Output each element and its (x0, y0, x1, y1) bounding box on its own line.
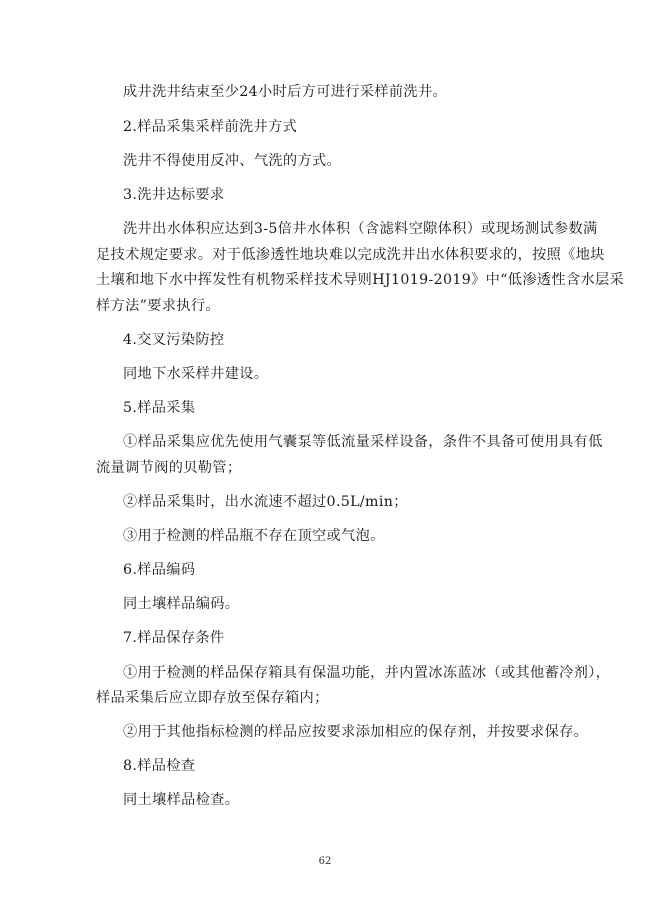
text-line: 同土壤样品检查。 (123, 792, 240, 808)
text-line: ①用于检测的样品保存箱具有保温功能，并内置冰冻蓝冰（或其他蓄冷剂）， (123, 665, 611, 681)
text-line: 同土壤样品编码。 (123, 596, 240, 612)
section-heading: 5.样品采集 (123, 400, 196, 416)
text-line: ②用于其他指标检测的样品应按要求添加相应的保存剂，并按要求保存。 (123, 724, 589, 740)
section-heading: 3.洗井达标要求 (123, 187, 225, 203)
text-line: ②样品采集时，出水流速不超过0.5L/min； (123, 494, 408, 510)
text-line: 样方法”要求执行。 (96, 298, 220, 314)
text-line: 流量调节阀的贝勒管； (96, 460, 242, 476)
section-heading: 8.样品检查 (123, 758, 196, 774)
text-line: 足技术规定要求。对于低渗透性地块难以完成洗井出水体积要求的，按照《地块 (96, 247, 605, 263)
text-line: 土壤和地下水中挥发性有机物采样技术导则HJ1019-2019》中“低渗透性含水层采 (96, 272, 625, 288)
text-line: ③用于检测的样品瓶不存在顶空或气泡。 (123, 528, 385, 544)
text-line: ①样品采集应优先使用气囊泵等低流量采样设备，条件不具备可使用具有低 (123, 434, 603, 450)
text-line: 样品采集后应立即存放至保存箱内； (96, 690, 329, 706)
section-heading: 6.样品编码 (123, 562, 196, 578)
section-heading: 2.样品采集采样前洗井方式 (123, 119, 298, 135)
section-heading: 7.样品保存条件 (123, 630, 225, 646)
text-line: 洗井出水体积应达到3-5倍井水体积（含滤料空隙体积）或现场测试参数满 (123, 221, 598, 237)
text-line: 洗井不得使用反冲、气洗的方式。 (123, 153, 342, 169)
text-line: 成井洗井结束至少24小时后方可进行采样前洗井。 (123, 84, 448, 100)
text-line: 同地下水采样井建设。 (123, 366, 269, 382)
page-number: 62 (318, 856, 332, 867)
section-heading: 4.交叉污染防控 (123, 332, 225, 348)
